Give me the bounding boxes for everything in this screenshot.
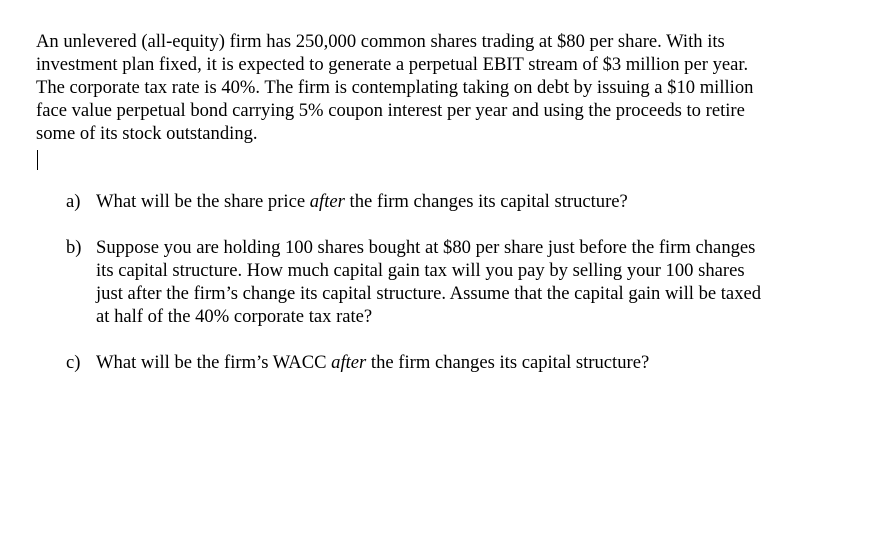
question-text: Suppose you are holding 100 shares bought at $80 per share just before the firm changes its capital structure. How much capital gain tax will you pay by selling your 100 shares just after the firm’s change its capital structure. Assume that the capital gain will be taxed at half of the 40% corporate tax rate?	[96, 237, 762, 327]
question-text: What will be the share price after the firm changes its capital structure?	[96, 191, 628, 212]
document-body	[36, 30, 826, 373]
question-c	[36, 351, 826, 374]
question-label: c)	[66, 352, 81, 373]
emphasis-text: after	[309, 191, 345, 212]
intro-line-2: investment plan fixed, it is expected to generate a perpetual EBIT stream of $3 million per year.	[36, 54, 749, 75]
question-b	[36, 236, 826, 328]
emphasis-text: after	[331, 352, 367, 373]
question-label: a)	[66, 191, 81, 212]
intro-line-3: The corporate tax rate is 40%. The firm is contemplating taking on debt by issuing a $10 million	[36, 77, 754, 98]
question-a	[36, 190, 826, 213]
text-cursor	[37, 150, 38, 170]
question-text: What will be the firm’s WACC after the firm changes its capital structure?	[96, 352, 650, 373]
question-label: b)	[66, 237, 82, 258]
intro-line-5: some of its stock outstanding.	[36, 123, 258, 144]
intro-line-1: An unlevered (all-equity) firm has 250,000 common shares trading at $80 per share. With its	[36, 31, 725, 52]
intro-line-4: face value perpetual bond carrying 5% coupon interest per year and using the proceeds to retire	[36, 100, 745, 121]
problem-statement	[36, 30, 826, 145]
